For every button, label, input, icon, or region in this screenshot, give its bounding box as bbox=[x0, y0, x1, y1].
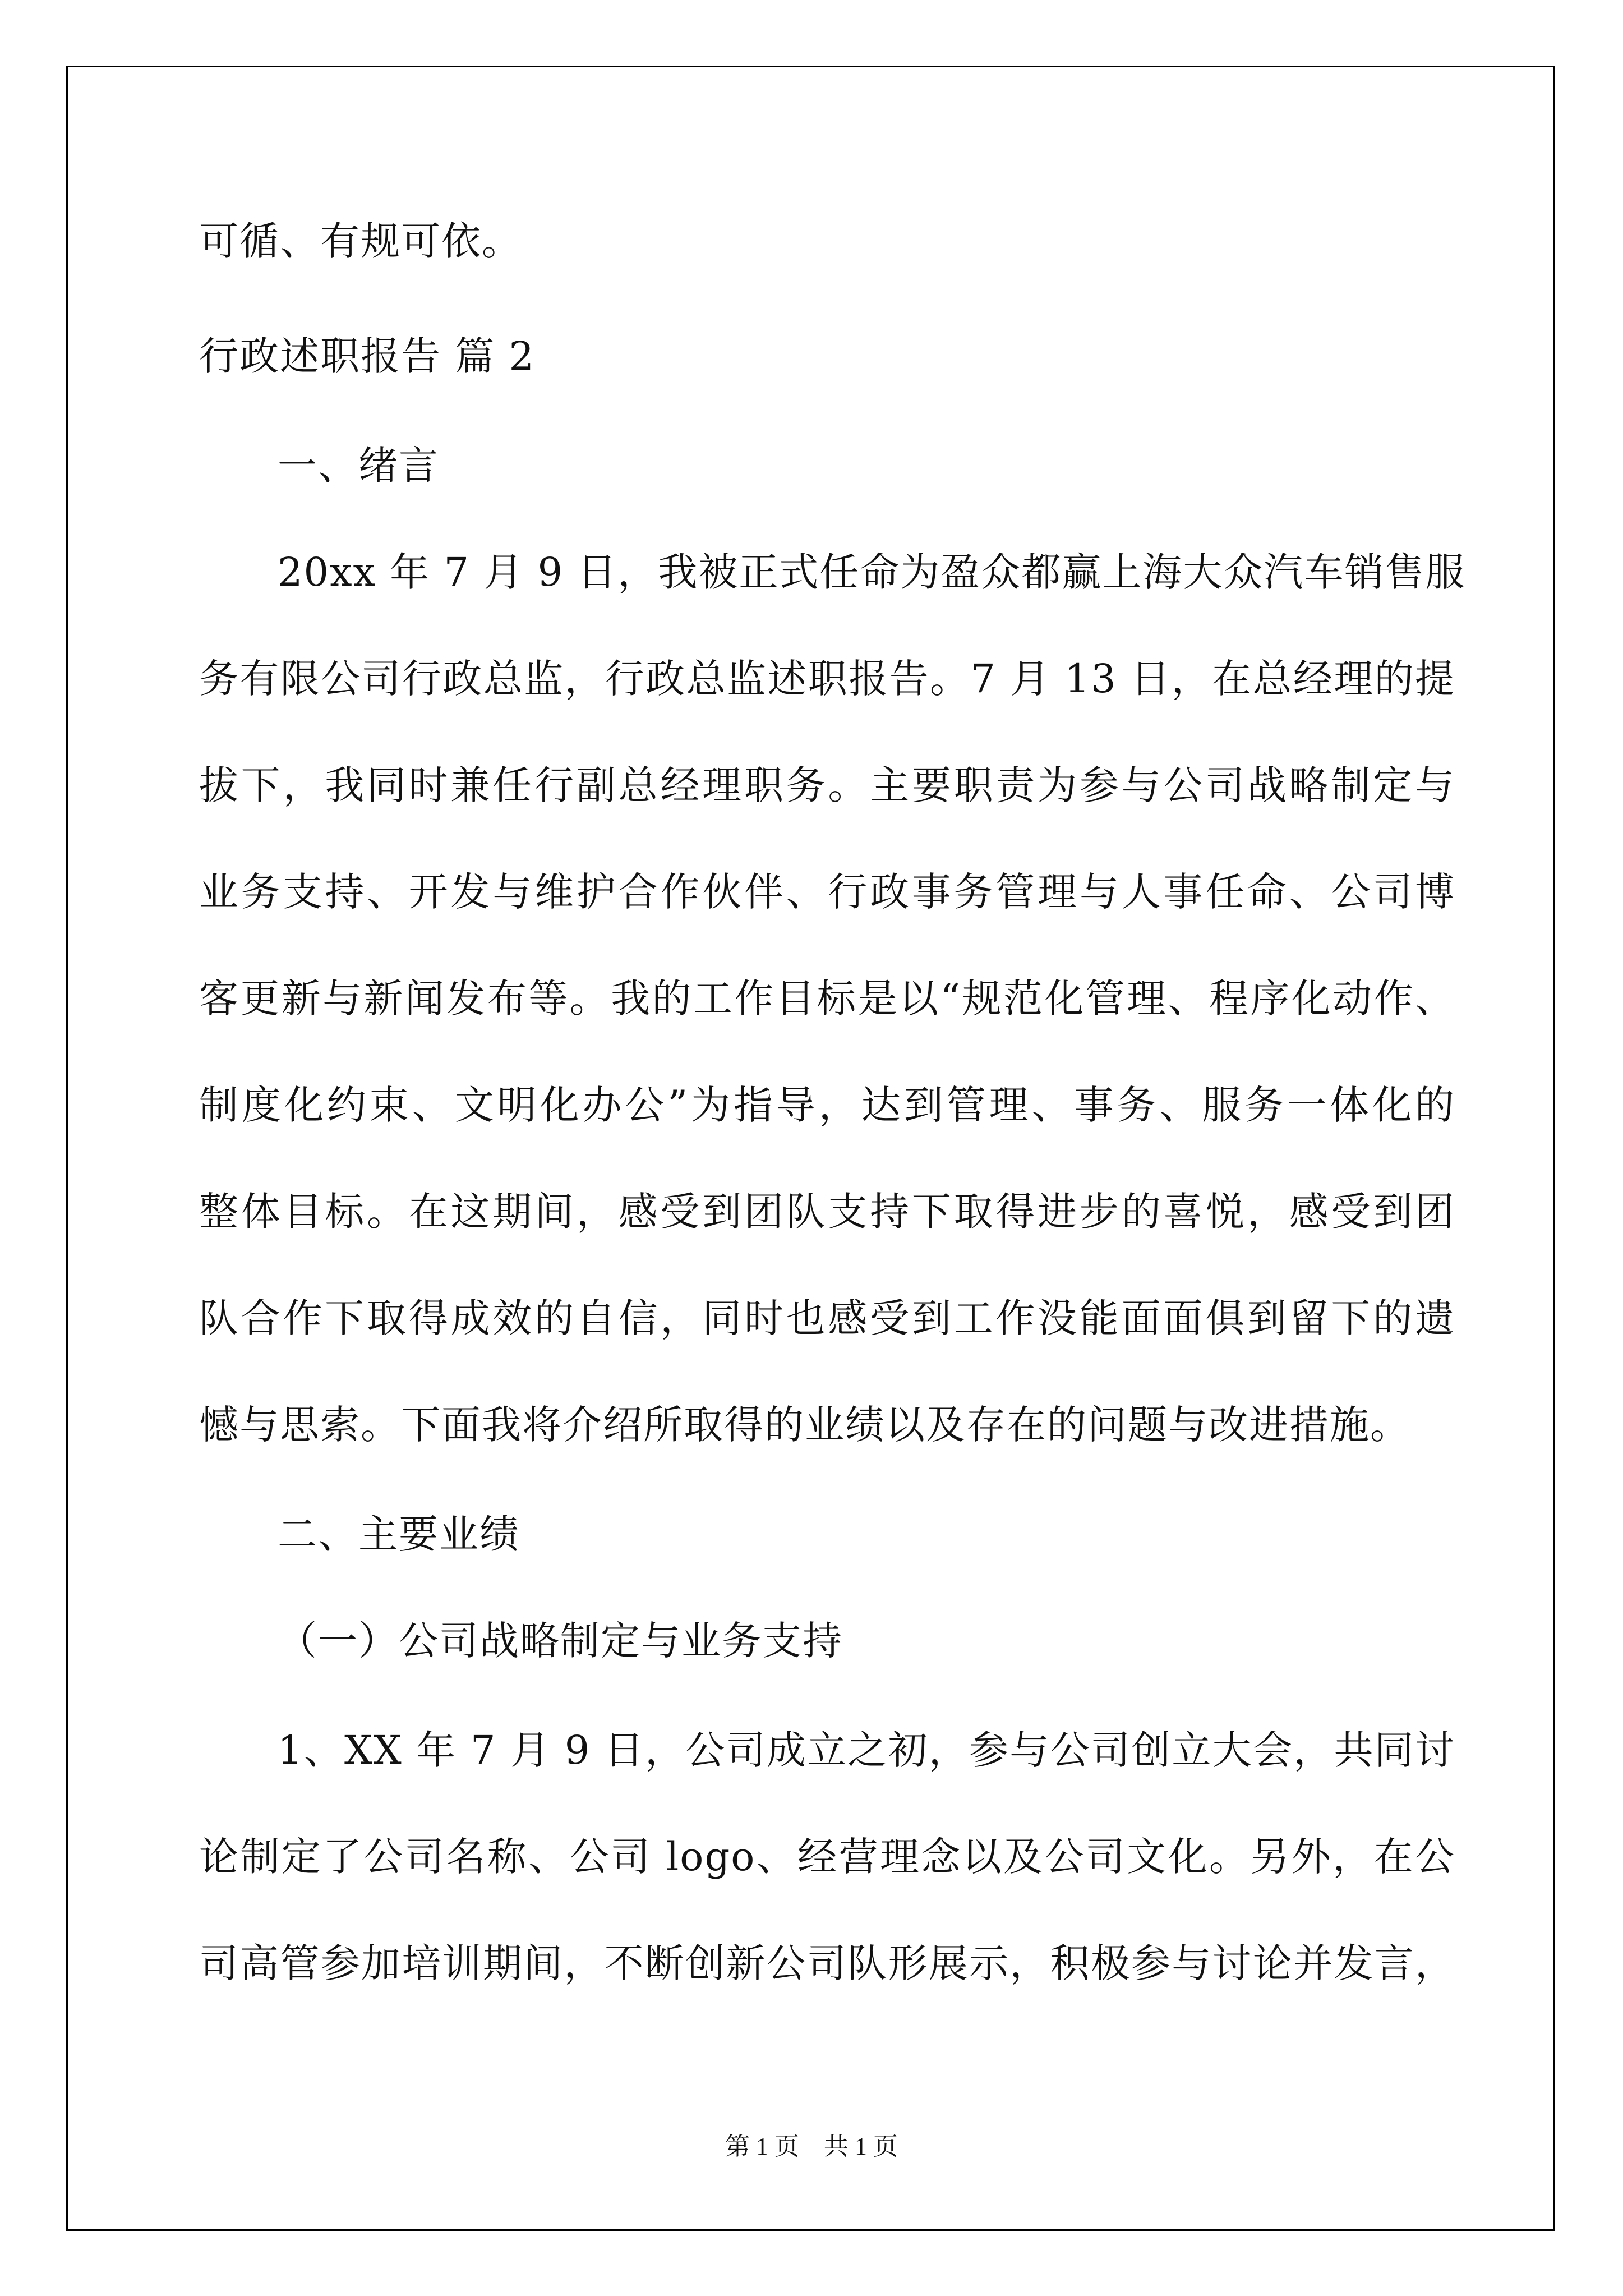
heading-intro: 一、绪言 bbox=[278, 443, 439, 489]
text-line: 整体目标。在这期间，感受到团队支持下取得进步的喜悦，感受到团 bbox=[199, 1189, 1455, 1235]
text-line: 20xx 年 7 月 9 日，我被正式任命为盈众都赢上海大众汽车销售服 bbox=[278, 549, 1466, 595]
text-line: 客更新与新闻发布等。我的工作目标是以“规范化管理、程序化动作、 bbox=[199, 976, 1455, 1022]
section-title: 行政述职报告 篇 2 bbox=[199, 333, 536, 379]
text-line: 司高管参加培训期间，不断创新公司队形展示，积极参与讨论并发言， bbox=[199, 1940, 1455, 1986]
text-line: 论制定了公司名称、公司 logo、经营理念以及公司文化。另外，在公 bbox=[199, 1834, 1455, 1880]
text-line: 憾与思索。下面我将介绍所取得的业绩以及存在的问题与改进措施。 bbox=[199, 1402, 1410, 1448]
text-line: 可循、有规可依。 bbox=[199, 218, 522, 264]
text-line: 制度化约束、文明化办公”为指导，达到管理、事务、服务一体化的 bbox=[199, 1082, 1455, 1128]
heading-achievements: 二、主要业绩 bbox=[278, 1511, 520, 1557]
text-line: 务有限公司行政总监，行政总监述职报告。7 月 13 日，在总经理的提 bbox=[199, 656, 1455, 702]
subheading-strategy: （一）公司战略制定与业务支持 bbox=[278, 1618, 843, 1664]
text-line: 1、XX 年 7 月 9 日，公司成立之初，参与公司创立大会，共同讨 bbox=[278, 1727, 1455, 1773]
page-footer: 第 1 页 共 1 页 bbox=[725, 2133, 898, 2160]
text-line: 拔下，我同时兼任行副总经理职务。主要职责为参与公司战略制定与 bbox=[199, 762, 1455, 808]
page-border bbox=[66, 66, 1555, 2231]
text-line: 队合作下取得成效的自信，同时也感受到工作没能面面俱到留下的遗 bbox=[199, 1295, 1455, 1341]
text-line: 业务支持、开发与维护合作伙伴、行政事务管理与人事任命、公司博 bbox=[199, 869, 1455, 915]
